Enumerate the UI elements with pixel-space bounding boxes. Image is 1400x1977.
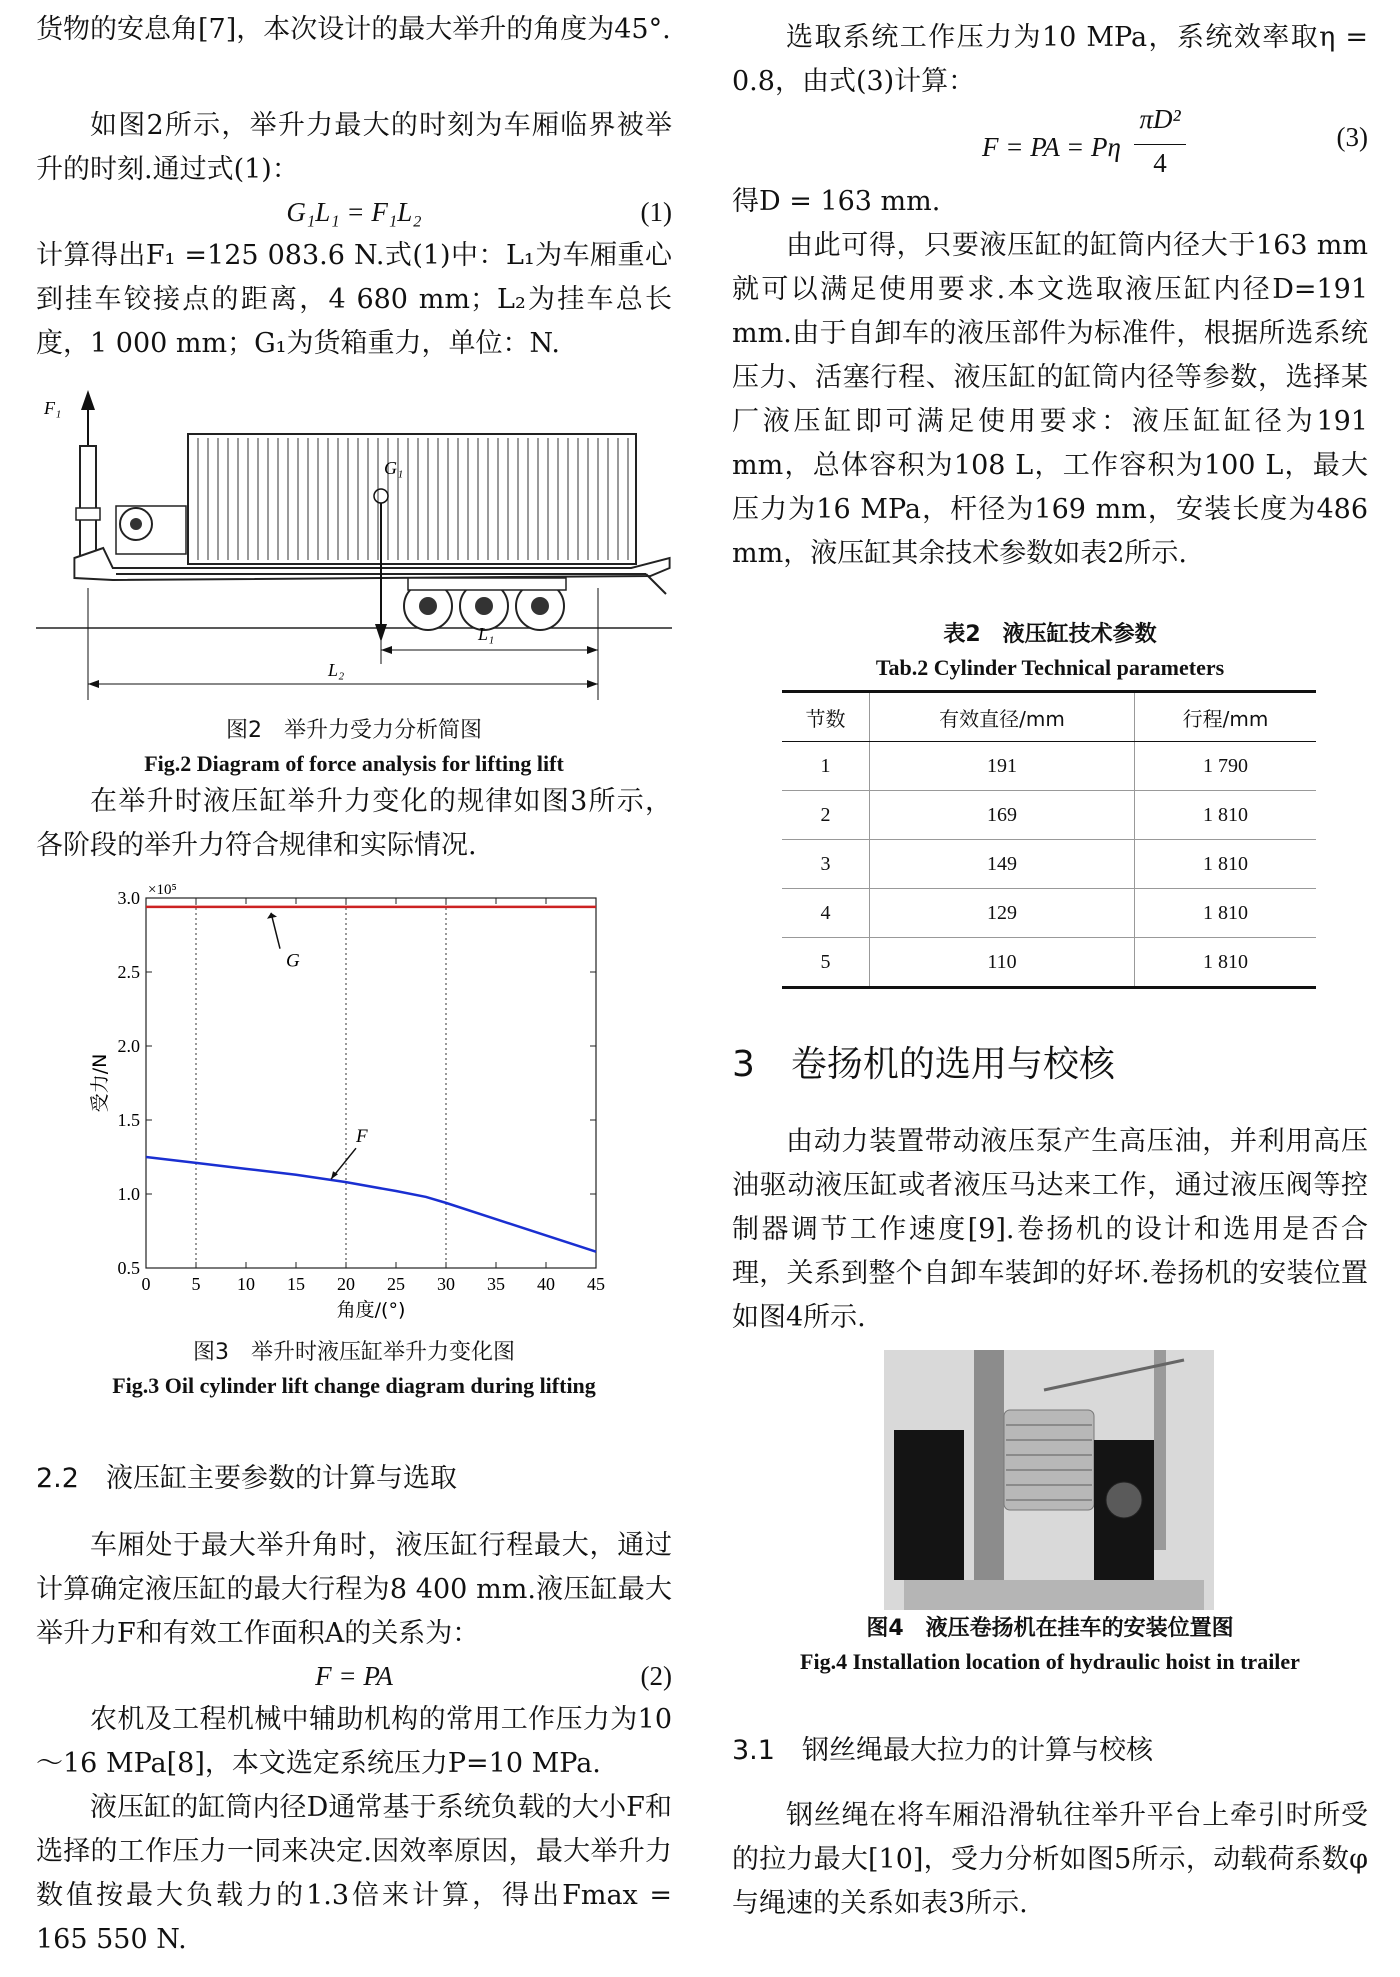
table-cell: 1 790 [1134, 742, 1316, 791]
y-axis-label: 受力/N [89, 1053, 111, 1113]
paragraph: 在举升时液压缸举升力变化的规律如图3所示，各阶段的举升力符合规律和实际情况. [36, 786, 672, 861]
y-tick-label: 2.0 [117, 1036, 140, 1056]
section-heading-3-1: 3.1 钢丝绳最大拉力的计算与校核 [732, 1735, 1153, 1766]
paragraph: 由此可得，只要液压缸的缸筒内径大于163 mm就可以满足使用要求.本文选取液压缸内径D=191 mm.由于自卸车的液压部件为标准件，根据所选系统压力、活塞行程、液压缸的缸筒内径等参数，选择某厂液压缸即可满足使用要求：液压缸缸径为191 mm，总体容积为108 L，工作容积为100 L，最大压力为16 MPa，杆径为169 mm，安装长度为486 mm，液压缸其余技术参数如表2所示. [732, 230, 1368, 569]
figure-2-caption-cn: 图2 举升力受力分析简图 [226, 718, 482, 743]
figure-4-caption-en: Fig.4 Installation location of hydraulic hoist in trailer [800, 1649, 1300, 1674]
paragraph: 货物的安息角[7]，本次设计的最大举升的角度为45°. [36, 14, 671, 45]
annotation-label-g: G [286, 950, 300, 972]
paragraph: 由动力装置带动液压泵产生高压油，并利用高压油驱动液压缸或者液压马达来工作，通过液压阀等控制器调节工作速度[9].卷扬机的设计和选用是否合理，关系到整个自卸车装卸的好坏.卷扬机的安装位置如图4所示. [732, 1126, 1368, 1333]
equation-denominator: 4 [1153, 148, 1167, 178]
paragraph: 车厢处于最大举升角时，液压缸行程最大，通过计算确定液压缸的最大行程为8 400 mm.液压缸最大举升力F和有效工作面积A的关系为： [36, 1530, 672, 1649]
paragraph: 计算得出F₁ =125 083.6 N.式(1)中：L₁为车厢重心到挂车铰接点的距离，4 680 mm；L₂为挂车总长度，1 000 mm；G₁为货箱重力，单位：N. [36, 240, 672, 359]
table-2 [782, 690, 1316, 989]
x-tick-label: 15 [287, 1274, 305, 1294]
table-cell: 1 810 [1134, 889, 1316, 938]
table-row [782, 742, 1316, 791]
equation-1 [36, 190, 672, 234]
table-row [782, 840, 1316, 889]
equation-formula: G₁L₁ = F₁L₂ [286, 197, 422, 227]
figure-3-caption-cn: 图3 举升时液压缸举升力变化图 [193, 1340, 515, 1365]
paragraph: 农机及工程机械中辅助机构的常用工作压力为10～16 MPa[8]，本文选定系统压力P=10 MPa. [36, 1704, 672, 1779]
x-tick-label: 0 [141, 1274, 151, 1294]
equation-numerator: πD² [1139, 104, 1181, 134]
table-cell: 3 [782, 840, 869, 889]
table-row [782, 889, 1316, 938]
section-heading-3: 3 卷扬机的选用与校核 [732, 1044, 1115, 1085]
y-multiplier: ×10⁵ [148, 882, 177, 898]
figure-2-caption-en: Fig.2 Diagram of force analysis for lifting lift [144, 751, 564, 776]
table-2-title-en: Tab.2 Cylinder Technical parameters [875, 655, 1225, 680]
table-row [782, 791, 1316, 840]
table-cell: 4 [782, 889, 869, 938]
figure-3-chart [36, 868, 672, 1328]
label-f1: F₁ [44, 398, 62, 418]
y-tick-label: 1.5 [117, 1110, 140, 1130]
label-l1: L₁ [478, 624, 495, 644]
table-cell: 2 [782, 791, 869, 840]
figure-2-diagram [36, 388, 672, 708]
y-tick-label: 2.5 [117, 962, 140, 982]
x-tick-label: 20 [337, 1274, 355, 1294]
y-tick-label: 3.0 [117, 888, 140, 908]
equation-number: (2) [640, 1661, 672, 1691]
table-header: 有效直径/mm [869, 692, 1134, 742]
y-tick-label: 1.0 [117, 1184, 140, 1204]
table-cell: 1 810 [1134, 840, 1316, 889]
hoist-illustration [884, 1350, 1214, 1610]
equation-lhs: F = PA = Pη [982, 132, 1121, 162]
label-l2: L₂ [328, 660, 345, 680]
equation-number: (3) [1336, 122, 1368, 152]
table-cell: 110 [869, 938, 1134, 988]
equation-number: (1) [640, 197, 672, 227]
table-cell: 1 [782, 742, 869, 791]
table-row [782, 938, 1316, 988]
paragraph: 选取系统工作压力为10 MPa，系统效率取η = 0.8，由式(3)计算： [732, 22, 1368, 97]
equation-2 [36, 1654, 672, 1698]
y-tick-label: 0.5 [117, 1258, 140, 1278]
series-line-f [146, 1157, 596, 1252]
table-cell: 169 [869, 791, 1134, 840]
paragraph: 液压缸的缸筒内径D通常基于系统负载的大小F和选择的工作压力一同来决定.因效率原因，最大举升力数值按最大负载力的1.3倍来计算，得出Fmax = 165 550 N. [36, 1792, 672, 1955]
x-tick-label: 45 [587, 1274, 605, 1294]
table-2-title-cn: 表2 液压缸技术参数 [943, 622, 1157, 647]
figure-4-image [884, 1350, 1214, 1610]
paragraph: 钢丝绳在将车厢沿滑轨往举升平台上牵引时所受的拉力最大[10]，受力分析如图5所示，动载荷系数φ与绳速的关系如表3所示. [732, 1800, 1368, 1919]
table-cell: 5 [782, 938, 869, 988]
x-tick-label: 5 [191, 1274, 201, 1294]
table-cell: 1 810 [1134, 791, 1316, 840]
annotation-arrow [271, 913, 280, 949]
table-cell: 1 810 [1134, 938, 1316, 988]
table-cell: 191 [869, 742, 1134, 791]
equation-formula: F = PA [315, 1661, 393, 1691]
x-tick-label: 35 [487, 1274, 505, 1294]
x-tick-label: 25 [387, 1274, 405, 1294]
table-header-row [782, 692, 1316, 742]
section-heading-2-2: 2.2 液压缸主要参数的计算与选取 [36, 1463, 457, 1494]
table-header: 节数 [782, 692, 869, 742]
table-cell: 149 [869, 840, 1134, 889]
table-cell: 129 [869, 889, 1134, 938]
fraction-bar [1134, 144, 1186, 145]
label-g1: G₁ [384, 458, 404, 478]
x-axis-label: 角度/(°) [336, 1299, 406, 1321]
paragraph: 如图2所示，举升力最大的时刻为车厢临界被举升的时刻.通过式(1)： [36, 110, 672, 185]
paragraph: 得D = 163 mm. [732, 186, 941, 217]
figure-3-caption-en: Fig.3 Oil cylinder lift change diagram during lifting [112, 1373, 596, 1398]
x-tick-label: 30 [437, 1274, 455, 1294]
annotation-label-f: F [356, 1126, 368, 1148]
x-tick-label: 40 [537, 1274, 555, 1294]
x-tick-label: 10 [237, 1274, 255, 1294]
table-header: 行程/mm [1134, 692, 1316, 742]
figure-4-caption-cn: 图4 液压卷扬机在挂车的安装位置图 [866, 1616, 1234, 1641]
plot-frame [146, 898, 596, 1268]
